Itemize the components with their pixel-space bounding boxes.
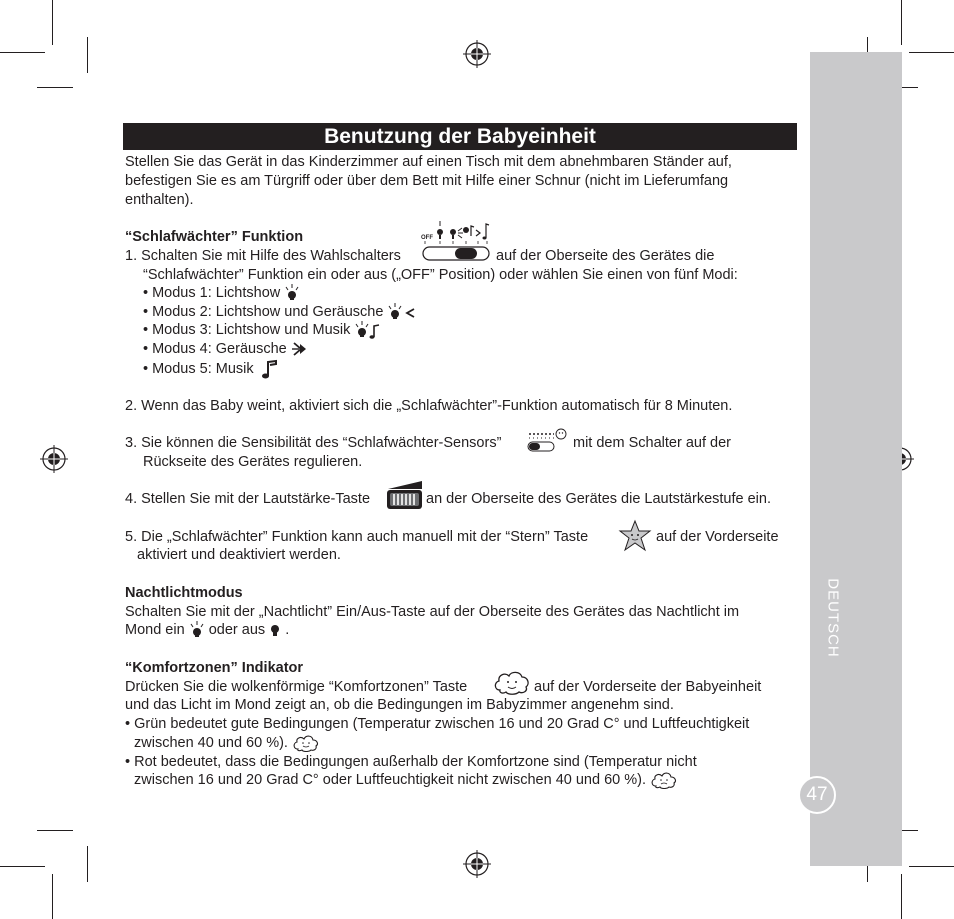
crop-mark <box>901 0 902 45</box>
step1-line-c: “Schlafwächter” Funktion ein oder aus („OFF” Position) oder wählen Sie einen von fünf Modi: <box>143 267 738 283</box>
light-and-sound-icon <box>387 303 415 321</box>
crop-mark <box>52 0 53 45</box>
nightlight-off-text: oder aus <box>208 622 266 638</box>
cloud-button-icon <box>492 668 532 696</box>
light-and-music-icon <box>354 321 380 339</box>
crop-mark <box>87 37 88 73</box>
mode-5-item <box>143 359 280 379</box>
mode-selector-switch-icon <box>418 218 494 264</box>
registration-mark-icon <box>463 40 491 68</box>
step5-line-b: auf der Vorderseite <box>656 529 779 545</box>
crop-mark <box>37 87 73 88</box>
comfort-red-line-a: • Rot bedeutet, dass die Bedingungen außerhalb der Komfortzone sind (Temperatur nicht <box>125 754 697 770</box>
intro-line-3: enthalten). <box>125 192 194 208</box>
intro-line-2: befestigen Sie es am Türgriff oder über dem Bett mit Hilfe einer Schnur (nicht im Lieferumfang <box>125 173 729 189</box>
mode-2-item <box>143 303 415 321</box>
step4-line-b: an der Oberseite des Gerätes die Lautstärkestufe ein. <box>426 491 771 507</box>
mode-4-item <box>143 340 309 358</box>
registration-mark-icon <box>463 850 491 878</box>
comfort-line-1-b: auf der Vorderseite der Babyeinheit <box>534 679 762 695</box>
comfort-green-line-a: • Grün bedeutet gute Bedingungen (Temperatur zwischen 16 und 20 Grad C° und Luftfeuchtigkeit <box>125 716 750 732</box>
step3-line-a: 3. Sie können die Sensibilität des “Schlafwächter-Sensors” <box>125 435 502 451</box>
comfort-red-text: zwischen 16 und 20 Grad C° oder Luftfeuchtigkeit nicht zwischen 40 und 60 %). <box>134 772 646 788</box>
step4-line-a: 4. Stellen Sie mit der Lautstärke-Taste <box>125 491 371 507</box>
light-bulb-icon <box>284 284 300 302</box>
mode-4-label: • Modus 4: Geräusche <box>143 341 287 357</box>
volume-button-icon <box>386 479 424 511</box>
nightlight-line-2 <box>125 621 289 639</box>
sad-cloud-icon <box>650 771 678 789</box>
language-label: DEUTSCH <box>824 578 842 658</box>
switch-off-label: OFF <box>421 235 433 241</box>
nightlight-on-text: Mond ein <box>125 622 185 638</box>
comfort-line-1-a: Drücken Sie die wolkenförmige “Komfortzonen” Taste <box>125 679 468 695</box>
sound-icon <box>291 340 309 358</box>
step3-line-c: Rückseite des Gerätes regulieren. <box>143 454 363 470</box>
mode-1-label: • Modus 1: Lichtshow <box>143 285 281 301</box>
star-button-icon <box>618 519 652 553</box>
mode-3-label: • Modus 3: Lichtshow und Musik <box>143 322 351 338</box>
happy-cloud-icon <box>292 734 320 752</box>
crop-mark <box>87 846 88 882</box>
light-on-icon <box>189 621 205 639</box>
comfort-red-line-b <box>134 771 678 789</box>
mode-5-label: • Modus 5: Musik <box>143 360 254 377</box>
crop-mark <box>0 866 45 867</box>
comfort-heading: “Komfortzonen” Indikator <box>125 660 304 676</box>
sensitivity-switch-icon <box>526 428 570 454</box>
step2-line: 2. Wenn das Baby weint, aktiviert sich die „Schlafwächter”-Funktion automatisch für 8 Minuten. <box>125 398 733 414</box>
section-title: Benutzung der Babyeinheit <box>123 123 797 150</box>
crop-mark <box>909 52 954 53</box>
sleep-watch-heading: “Schlafwächter” Funktion <box>125 229 304 245</box>
crop-mark <box>901 874 902 919</box>
mode-1-item <box>143 284 300 302</box>
crop-mark <box>52 874 53 919</box>
light-off-icon <box>269 622 281 638</box>
step3-line-b: mit dem Schalter auf der <box>573 435 731 451</box>
music-note-icon <box>258 359 280 379</box>
crop-mark <box>0 52 45 53</box>
mode-3-item <box>143 321 380 339</box>
registration-mark-icon <box>40 445 68 473</box>
nightlight-end-punct: . <box>285 622 290 638</box>
comfort-green-text: zwischen 40 und 60 %). <box>134 735 288 751</box>
language-side-tab <box>810 52 902 866</box>
step1-line-a: 1. Schalten Sie mit Hilfe des Wahlschalters <box>125 248 401 264</box>
page-number: 47 <box>798 776 836 814</box>
comfort-green-line-b <box>134 734 320 752</box>
step5-line-c: aktiviert und deaktiviert werden. <box>137 547 341 563</box>
crop-mark <box>37 830 73 831</box>
nightlight-heading: Nachtlichtmodus <box>125 585 243 601</box>
step1-line-b: auf der Oberseite des Gerätes die <box>496 248 715 264</box>
nightlight-line-1: Schalten Sie mit der „Nachtlicht” Ein/Aus-Taste auf der Oberseite des Gerätes das Nachtlicht im <box>125 604 740 620</box>
comfort-line-2: und das Licht im Mond zeigt an, ob die Bedingungen im Babyzimmer angenehm sind. <box>125 697 674 713</box>
step5-line-a: 5. Die „Schlafwächter” Funktion kann auch manuell mit der “Stern” Taste <box>125 529 589 545</box>
mode-2-label: • Modus 2: Lichtshow und Geräusche <box>143 304 384 320</box>
intro-line-1: Stellen Sie das Gerät in das Kinderzimmer auf einen Tisch mit dem abnehmbaren Ständer auf, <box>125 154 732 170</box>
crop-mark <box>909 866 954 867</box>
